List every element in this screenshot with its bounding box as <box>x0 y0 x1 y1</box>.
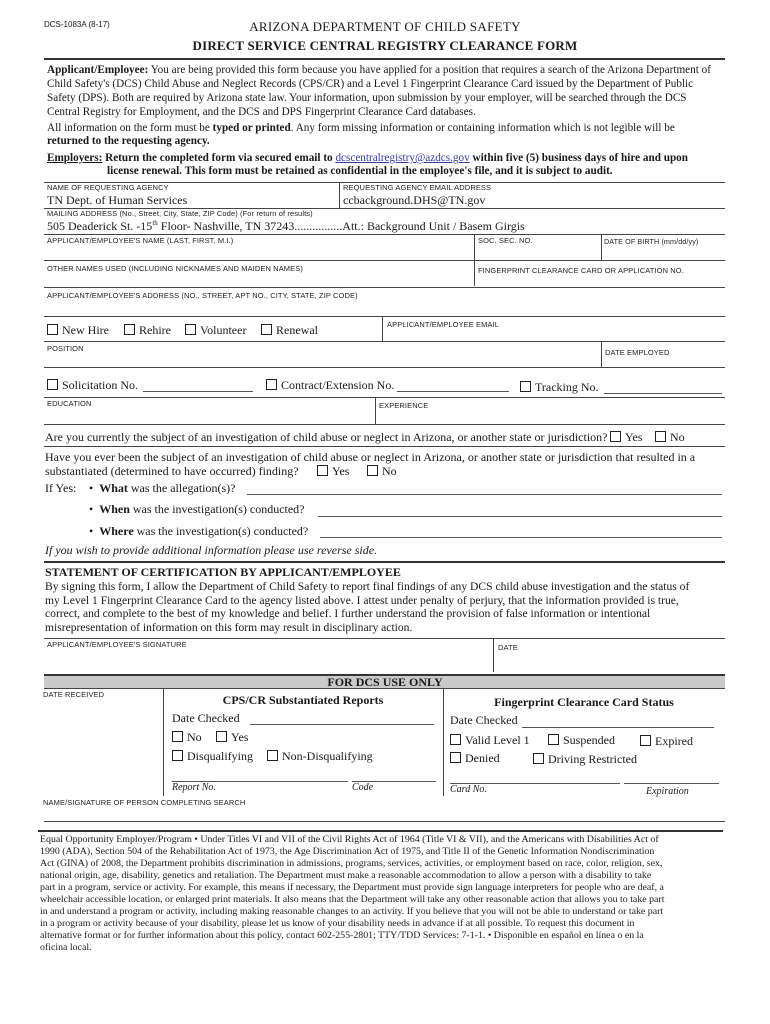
intro-paragraph: Applicant/Employee: You are being provided this form because you have applied for a position that requires a search of the Arizona Department of Child Safety's (DCS) Child Abuse and Neglect Records (CPS/CR) and a Level 1 Fingerprint Clearance Card issued by the Department of Public Safety (DPS). Both are required by Arizona state law. Your information, upon submission by your employer, will be searched through the DCS Central Registry for Employment, and the DCS and DPS Fingerprint Clearance Card databases. <box>47 64 711 118</box>
expiration-label: Expiration <box>646 786 689 797</box>
applicant-address-field[interactable] <box>44 301 723 315</box>
q1-yes-checkbox[interactable]: Yes <box>610 430 642 445</box>
report-number-label: Report No. <box>172 782 216 793</box>
denied-checkbox[interactable]: Denied <box>450 751 500 766</box>
position-field[interactable] <box>44 353 599 366</box>
applicant-email-label: APPLICANT/EMPLOYEE EMAIL <box>387 320 500 329</box>
completed-by-label: NAME/SIGNATURE OF PERSON COMPLETING SEARCH <box>43 798 246 807</box>
dob-field[interactable] <box>603 246 723 260</box>
contract-number-field[interactable] <box>397 391 509 392</box>
date-employed-field[interactable] <box>603 357 723 367</box>
expired-checkbox[interactable]: Expired <box>640 734 693 749</box>
mailing-address-field[interactable]: 505 Deaderick St. -15th Floor- Nashville, TN 37243................Att.: Background Unit / Basem Girgis <box>47 219 525 233</box>
fcc-date-checked-field[interactable] <box>522 727 714 728</box>
applicant-name-label: APPLICANT/EMPLOYEE'S NAME (LAST, FIRST, M.I.) <box>47 236 234 245</box>
volunteer-checkbox[interactable]: Volunteer <box>185 323 246 338</box>
solicitation-number-field[interactable] <box>143 391 253 392</box>
where-question: • Where was the investigation(s) conducted? <box>89 524 309 538</box>
question-past-investigation: Have you ever been the subject of an investigation of child abuse or neglect in Arizona, or another state or jurisdiction that resulted in a <box>45 450 696 464</box>
certification-heading: STATEMENT OF CERTIFICATION BY APPLICANT/EMPLOYEE <box>45 565 401 579</box>
date-employed-label: DATE EMPLOYED <box>605 348 670 357</box>
date-received-label: DATE RECEIVED <box>43 690 105 699</box>
other-names-field[interactable] <box>44 274 472 286</box>
agency-name-label: NAME OF REQUESTING AGENCY <box>47 183 169 192</box>
cps-yes-checkbox[interactable]: Yes <box>216 730 248 745</box>
cps-date-checked-label: Date Checked <box>172 711 240 725</box>
new-hire-checkbox[interactable]: New Hire <box>47 323 109 338</box>
position-label: POSITION <box>47 344 84 353</box>
card-number-label: Card No. <box>450 784 487 795</box>
where-field[interactable] <box>320 537 722 538</box>
fcc-status-heading: Fingerprint Clearance Card Status <box>494 695 674 709</box>
applicant-email-field[interactable] <box>386 330 723 340</box>
experience-label: EXPERIENCE <box>379 401 429 410</box>
signature-date-field[interactable] <box>496 653 723 671</box>
fcc-date-checked-label: Date Checked <box>450 713 518 727</box>
agency-email-field[interactable]: ccbackground.DHS@TN.gov <box>343 193 486 207</box>
employer-instructions: Employers: Return the completed form via secured email to dcscentralregistry@azdcs.gov within five (5) business days of hire and upon license renewal. This form must be retained as confidential in the employee's file, and it is subject to audit. <box>47 152 689 177</box>
code-label: Code <box>352 782 374 793</box>
renewal-checkbox[interactable]: Renewal <box>261 323 318 338</box>
signature-label: APPLICANT/EMPLOYEE'S SIGNATURE <box>47 640 187 649</box>
question-current-investigation: Are you currently the subject of an investigation of child abuse or neglect in Arizona, or another state or jurisdiction? <box>45 430 608 444</box>
valid-level1-checkbox[interactable]: Valid Level 1 <box>450 733 530 748</box>
contract-checkbox[interactable]: Contract/Extension No. <box>266 378 394 393</box>
solicitation-checkbox[interactable]: Solicitation No. <box>47 378 138 393</box>
education-field[interactable] <box>44 408 373 423</box>
additional-info-note: If you wish to provide additional information please use reverse side. <box>45 543 378 557</box>
legibility-note: All information on the form must be typed or printed. Any form missing information or containing information which is not legible will be returned to the requesting agency. <box>47 122 675 147</box>
completed-by-field[interactable] <box>44 806 725 820</box>
form-title: DIRECT SERVICE CENTRAL REGISTRY CLEARANCE FORM <box>192 38 578 53</box>
fcc-number-label: FINGERPRINT CLEARANCE CARD OR APPLICATION NO. <box>478 266 684 275</box>
if-yes-label: If Yes: <box>45 481 77 495</box>
when-field[interactable] <box>318 516 722 517</box>
disqualifying-checkbox[interactable]: Disqualifying <box>172 749 253 764</box>
signature-field[interactable] <box>44 650 491 671</box>
agency-name-field[interactable]: TN Dept. of Human Services <box>47 193 188 207</box>
dob-label: DATE OF BIRTH (mm/dd/yy) <box>604 237 699 246</box>
signature-date-label: DATE <box>498 643 518 652</box>
department-name: ARIZONA DEPARTMENT OF CHILD SAFETY <box>249 19 521 34</box>
cps-no-checkbox[interactable]: No <box>172 730 202 745</box>
suspended-checkbox[interactable]: Suspended <box>548 733 615 748</box>
registry-email-link[interactable]: dcscentralregistry@azdcs.gov <box>335 152 470 164</box>
question-past-investigation-cont: substantiated (determined to have occurred) finding? <box>45 464 299 478</box>
other-names-label: OTHER NAMES USED (INCLUDING NICKNAMES AND MAIDEN NAMES) <box>47 264 303 273</box>
expiration-field[interactable] <box>624 783 719 784</box>
q1-no-checkbox[interactable]: No <box>655 430 685 445</box>
ssn-label: SOC. SEC. NO. <box>478 236 533 245</box>
ssn-field[interactable] <box>476 246 598 260</box>
cps-heading: CPS/CR Substantiated Reports <box>222 693 384 707</box>
non-disqualifying-checkbox[interactable]: Non-Disqualifying <box>267 749 373 764</box>
applicant-name-field[interactable] <box>44 246 472 260</box>
driving-restricted-checkbox[interactable]: Driving Restricted <box>533 752 637 767</box>
education-label: EDUCATION <box>47 399 92 408</box>
equal-opportunity-notice: Equal Opportunity Employer/Program • Under Titles VI and VII of the Civil Rights Act of 1964 (Title VI & VII), and the Americans with Disabilities Act of 1990 (ADA), Section 504 of the Rehabilitation Act of 1973, the Age Discrimination Act of 1975, and Title II of the Genetic Information Nondiscrimination Act (GINA) of 2008, the Department prohibits discrimination in admissions, programs, services, activities, or employment based on race, color, religion, sex, national origin, age, disability, genetics and retaliation. The Department must make a reasonable accommodation to allow a person with a disability to take part in a program, service or activity. For example, this means if necessary, the Department must provide sign language interpreters for people who are deaf, a wheelchair accessible location, or enlarged print materials. It also means that the Department will take any other reasonable action that allows you to take part in and understand a program or activity, including making reasonable changes to an activity. If you believe that you will not be able to understand or take part in a program or activity because of your disability, please let us know of your disability needs in advance if at all possible. To request this document in alternative format or for further information about this policy, contact 602-255-2801; TTY/TDD Services: 7-1-1. • Disponible en español en línea o en la oficina local. <box>40 834 665 953</box>
dcs-use-heading: FOR DCS USE ONLY <box>327 675 443 689</box>
q2-no-checkbox[interactable]: No <box>367 464 397 479</box>
q2-yes-checkbox[interactable]: Yes <box>317 464 349 479</box>
experience-field[interactable] <box>377 410 723 423</box>
certification-text: By signing this form, I allow the Department of Child Safety to report final findings of any DCS child abuse investigation and the status of my Level 1 Fingerprint Clearance Card to the agency listed above. I attest under penalty of perjury, that the information provided is true, correct, and complete to the best of my knowledge and belief. I further understand the provision of false information or intentional misrepresentation of information on this form may result in disciplinary action. <box>45 580 690 634</box>
mailing-address-label: MAILING ADDRESS (No., Street, City, State, ZIP Code) (For return of results) <box>47 209 313 218</box>
agency-email-label: REQUESTING AGENCY EMAIL ADDRESS <box>343 183 492 192</box>
applicant-address-label: APPLICANT/EMPLOYEE'S ADDRESS (NO., STREET, APT NO., CITY, STATE, ZIP CODE) <box>47 291 358 300</box>
tracking-checkbox[interactable]: Tracking No. <box>520 380 599 395</box>
form-number: DCS-1083A (8-17) <box>44 20 110 29</box>
allegation-question: • What was the allegation(s)? <box>89 481 236 495</box>
cps-date-checked-field[interactable] <box>250 724 434 725</box>
allegation-field[interactable] <box>247 494 722 495</box>
tracking-number-field[interactable] <box>604 393 722 394</box>
rehire-checkbox[interactable]: Rehire <box>124 323 171 338</box>
when-question: • When was the investigation(s) conducted? <box>89 502 305 516</box>
